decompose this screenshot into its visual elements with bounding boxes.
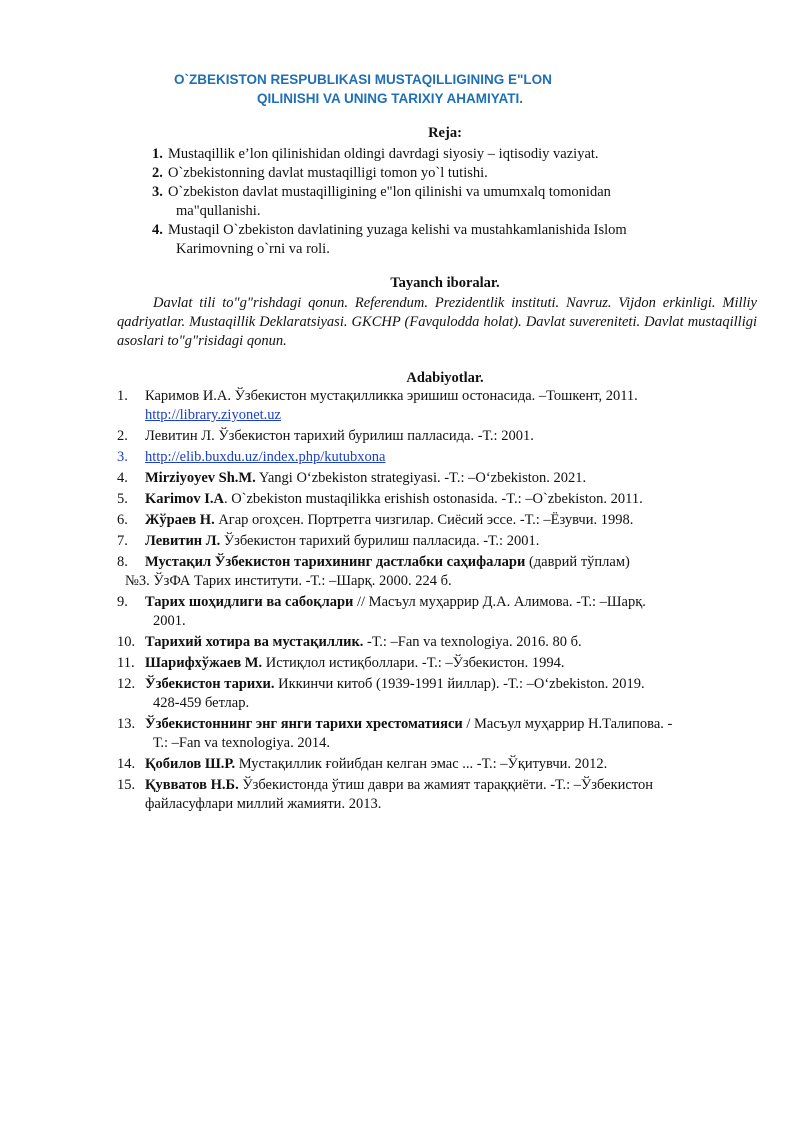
- reference-text: Агар огоҳсен. Портретга чизгилар. Сиёсий эссе. -Т.: –Ёзувчи. 1998.: [214, 512, 634, 528]
- reference-number: 10.: [117, 634, 136, 650]
- reference-text: . O`zbekiston mustaqilikka erishish ostonasida. -T.: –O`zbekiston. 2011.: [223, 491, 643, 507]
- reference-number: 14.: [117, 756, 136, 772]
- tayanch-paragraph: Davlat tili to"g"rishdagi qonun. Referendum. Prezidentlik instituti. Navruz. Vijdon erkinligi. Milliy qadriyatlar. Mustaqillik Deklaratsiyasi. GKCHP (Favqulodda holat). Davlat suvereniteti. Davlat mustaqilligi asoslari to"g"risidagi qonun.: [117, 295, 757, 349]
- reja-item-text: Mustaqillik e’lon qilinishidan oldingi davrdagi siyosiy – iqtisodiy vaziyat.: [168, 146, 599, 162]
- reference-number: 1.: [117, 388, 128, 404]
- reference-title: Мустақил Ўзбекистон тарихининг дастлабки саҳифалари: [145, 554, 526, 570]
- reference-link[interactable]: http://elib.buxdu.uz/index.php/kutubxona: [145, 449, 386, 465]
- reference-number: 8.: [117, 554, 128, 570]
- reference-title: Ўзбекистоннинг энг янги тарихи хрестоматияси: [145, 716, 463, 732]
- reference-item: [117, 387, 757, 425]
- reja-item: [152, 164, 680, 183]
- reference-author: Mirziyoyev Sh.M.: [145, 470, 256, 486]
- reference-item: [117, 511, 757, 530]
- reference-number: 15.: [117, 777, 136, 793]
- reja-item-number: 4.: [152, 222, 163, 238]
- reference-text: / Масъул муҳаррир Н.Талипова. -: [462, 716, 673, 732]
- reference-item: [117, 490, 757, 509]
- reference-item: [117, 532, 757, 551]
- reference-text: Мустақиллик ғойибдан келган эмас ... -Т.: –Ўқитувчи. 2012.: [235, 756, 608, 772]
- reference-item: [117, 593, 757, 631]
- reja-item-text: O`zbekistonning davlat mustaqilligi tomon yo`l tutishi.: [168, 165, 488, 181]
- reference-number: 6.: [117, 512, 128, 528]
- reference-text-continued: №3. ЎзФА Тарих институти. -Т.: –Шарқ. 2000. 224 б.: [125, 573, 452, 589]
- reja-item: [152, 183, 680, 221]
- document-title: [110, 70, 710, 108]
- adabiyotlar-list: [117, 387, 757, 816]
- reja-item-number: 3.: [152, 184, 163, 200]
- reference-author: Левитин Л.: [145, 533, 221, 549]
- reference-number: 9.: [117, 594, 128, 610]
- reference-author: Жўраев Н.: [145, 512, 215, 528]
- reja-item-text-continued: ma"qullanishi.: [176, 203, 261, 219]
- reference-item: [117, 715, 757, 753]
- reja-list: [152, 145, 680, 259]
- reference-item: [117, 553, 757, 591]
- reja-item-text-continued: Karimovning o`rni va roli.: [176, 241, 330, 257]
- reference-text-continued: файласуфлари миллий жамияти. 2013.: [145, 796, 382, 812]
- reference-text: (даврий тўплам): [525, 554, 630, 570]
- reference-number: 13.: [117, 716, 136, 732]
- reference-text: Левитин Л. Ўзбекистон тарихий бурилиш палласида. -Т.: 2001.: [145, 428, 534, 444]
- reference-text: // Масъул муҳаррир Д.А. Алимова. -Т.: –Шарқ.: [353, 594, 646, 610]
- reja-item-number: 2.: [152, 165, 163, 181]
- reference-number: 2.: [117, 428, 128, 444]
- reference-item: [117, 675, 757, 713]
- reference-text: -Т.: –Fan va texnologiya. 2016. 80 б.: [363, 634, 582, 650]
- reference-text: Yangi O‘zbekiston strategiyasi. -T.: –O‘zbekiston. 2021.: [255, 470, 587, 486]
- reference-item: [117, 654, 757, 673]
- title-line-1: O`ZBEKISTON RESPUBLIKASI MUSTAQILLIGINING E"LON: [174, 72, 552, 87]
- reference-text-continued: 2001.: [153, 613, 186, 629]
- reference-item: [117, 448, 757, 467]
- reference-number: 12.: [117, 676, 136, 692]
- reference-title: Тарих шоҳидлиги ва сабоқлари: [145, 594, 354, 610]
- adabiyotlar-heading: Adabiyotlar.: [406, 370, 484, 386]
- reference-link[interactable]: http://library.ziyonet.uz: [145, 407, 281, 423]
- reference-item: [117, 469, 757, 488]
- reference-text: Иккинчи китоб (1939-1991 йиллар). -Т.: –O‘zbekiston. 2019.: [274, 676, 645, 692]
- reference-item: [117, 633, 757, 652]
- reja-item-number: 1.: [152, 146, 163, 162]
- title-line-2: QILINISHI VA UNING TARIXIY AHAMIYATI.: [257, 91, 524, 106]
- reference-author: Шарифхўжаев М.: [145, 655, 263, 671]
- reference-number: 3.: [117, 449, 128, 465]
- reference-number: 11.: [117, 655, 135, 671]
- reja-heading: Reja:: [428, 125, 462, 141]
- reja-item: [152, 145, 680, 164]
- reference-text: Ўзбекистон тарихий бурилиш палласида. -Т.: 2001.: [220, 533, 540, 549]
- reference-number: 4.: [117, 470, 128, 486]
- reference-title: Тарихий хотира ва мустақиллик.: [145, 634, 364, 650]
- reference-item: [117, 755, 757, 774]
- reference-text: Каримов И.А. Ўзбекистон мустақилликка эришиш остонасида. –Тошкент, 2011.: [145, 388, 638, 404]
- reference-text: Истиқлол истиқболлари. -Т.: –Ўзбекистон. 1994.: [262, 655, 565, 671]
- reference-number: 5.: [117, 491, 128, 507]
- reference-number: 7.: [117, 533, 128, 549]
- reference-text-continued: Т.: –Fan va texnologiya. 2014.: [153, 735, 330, 751]
- reja-item-text: O`zbekiston davlat mustaqilligining e"lon qilinishi va umumxalq tomonidan: [168, 184, 611, 200]
- reference-item: [117, 776, 757, 814]
- reference-text-continued: 428-459 бетлар.: [153, 695, 250, 711]
- reference-text: Ўзбекистонда ўтиш даври ва жамият тараққиёти. -Т.: –Ўзбекистон: [238, 777, 653, 793]
- reference-author: Қувватов Н.Б.: [145, 777, 239, 793]
- reja-item: [152, 221, 680, 259]
- reference-item: [117, 427, 757, 446]
- tayanch-heading: Tayanch iboralar.: [390, 275, 500, 291]
- reference-author: Karimov I.A: [145, 491, 224, 507]
- reference-title: Ўзбекистон тарихи.: [145, 676, 275, 692]
- reja-item-text: Mustaqil O`zbekiston davlatining yuzaga kelishi va mustahkamlanishida Islom: [168, 222, 627, 238]
- reference-author: Қобилов Ш.Р.: [145, 756, 236, 772]
